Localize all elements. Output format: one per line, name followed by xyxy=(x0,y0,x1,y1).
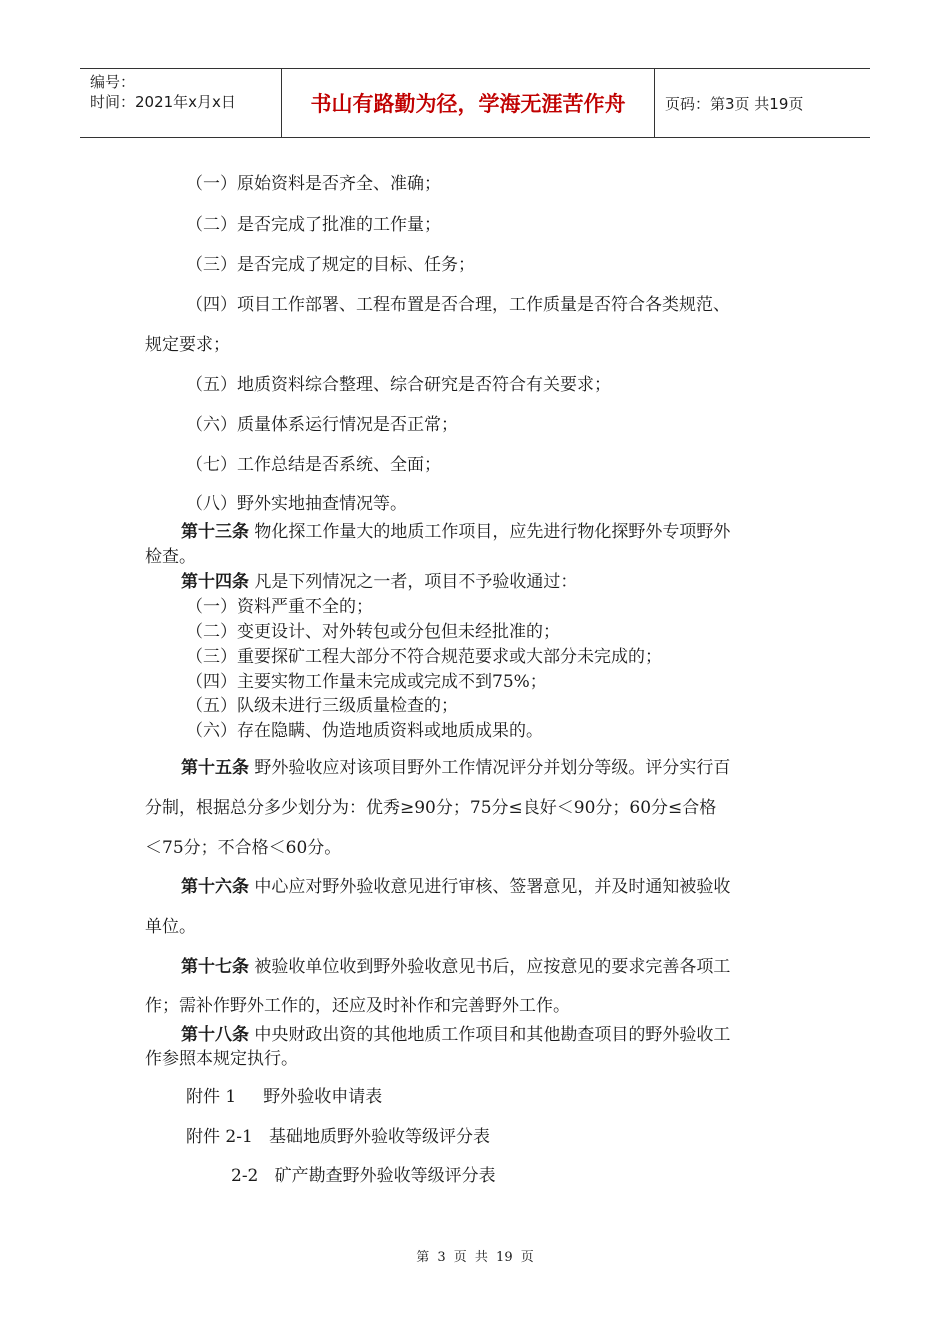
article-cont: 作参照本规定执行。 xyxy=(145,1049,298,1069)
article-cont: 作；需补作野外工作的，还应及时补作和完善野外工作。 xyxy=(145,996,570,1016)
article-text: 凡是下列情况之一者，项目不予验收通过： xyxy=(249,572,578,592)
header-page-info: 页码：第3页 共19页 xyxy=(665,94,804,113)
attachment-2-1: 附件 2-1 基础地质野外验收等级评分表 xyxy=(186,1127,490,1147)
article-14 xyxy=(181,570,577,594)
article-cont: 检查。 xyxy=(145,547,196,567)
article-title: 第十五条 xyxy=(181,758,249,778)
article-17 xyxy=(181,955,730,979)
clause-line: （四）项目工作部署、工程布置是否合理，工作质量是否符合各类规范、 xyxy=(186,295,730,315)
article-cont: 分制，根据总分多少划分为：优秀≥90分；75分≤良好＜90分；60分≤合格 xyxy=(145,798,717,818)
clause-line: （三）是否完成了规定的目标、任务； xyxy=(186,255,475,275)
clause-line: （六）质量体系运行情况是否正常； xyxy=(186,415,458,435)
clause-line: （一）资料严重不全的； xyxy=(186,597,373,617)
page-footer: 第 3 页 共 19 页 xyxy=(416,1250,534,1265)
article-cont: 单位。 xyxy=(145,917,196,937)
clause-line: （七）工作总结是否系统、全面； xyxy=(186,455,441,475)
article-title: 第十七条 xyxy=(181,957,249,977)
document-number-label: 编号： xyxy=(90,73,136,91)
clause-line: （五）队级未进行三级质量检查的； xyxy=(186,696,458,716)
page-header xyxy=(80,68,870,138)
header-meta xyxy=(80,69,282,137)
clause-line: （五）地质资料综合整理、综合研究是否符合有关要求； xyxy=(186,375,611,395)
article-title: 第十四条 xyxy=(181,572,249,592)
article-text: 中央财政出资的其他地质工作项目和其他勘查项目的野外验收工 xyxy=(249,1025,731,1045)
article-13 xyxy=(181,520,730,544)
clause-line: （八）野外实地抽查情况等。 xyxy=(186,494,407,514)
article-15 xyxy=(181,756,730,780)
article-text: 被验收单位收到野外验收意见书后，应按意见的要求完善各项工 xyxy=(249,957,731,977)
article-cont: ＜75分；不合格＜60分。 xyxy=(145,838,342,858)
article-title: 第十六条 xyxy=(181,877,249,897)
header-motto: 书山有路勤为径，学海无涯苦作舟 xyxy=(282,69,655,137)
article-16 xyxy=(181,875,730,899)
article-text: 中心应对野外验收意见进行审核、签署意见，并及时通知被验收 xyxy=(249,877,731,897)
clause-line: （二）是否完成了批准的工作量； xyxy=(186,215,441,235)
clause-line: （一）原始资料是否齐全、准确； xyxy=(186,174,441,194)
attachment-2-2: 2-2 矿产勘查野外验收等级评分表 xyxy=(231,1166,496,1186)
article-title: 第十八条 xyxy=(181,1025,249,1045)
article-text: 野外验收应对该项目野外工作情况评分并划分等级。评分实行百 xyxy=(249,758,731,778)
attachment-1: 附件 1 野外验收申请表 xyxy=(186,1087,383,1107)
document-date: 时间：2021年x月x日 xyxy=(90,93,236,111)
clause-line: （三）重要探矿工程大部分不符合规范要求或大部分未完成的； xyxy=(186,647,662,667)
clause-line: （六）存在隐瞒、伪造地质资料或地质成果的。 xyxy=(186,721,543,741)
clause-line: 规定要求； xyxy=(145,335,230,355)
article-title: 第十三条 xyxy=(181,522,249,542)
clause-line: （二）变更设计、对外转包或分包但未经批准的； xyxy=(186,622,560,642)
article-18 xyxy=(181,1023,730,1047)
clause-line: （四）主要实物工作量未完成或完成不到75%； xyxy=(186,672,547,692)
article-text: 物化探工作量大的地质工作项目，应先进行物化探野外专项野外 xyxy=(249,522,731,542)
